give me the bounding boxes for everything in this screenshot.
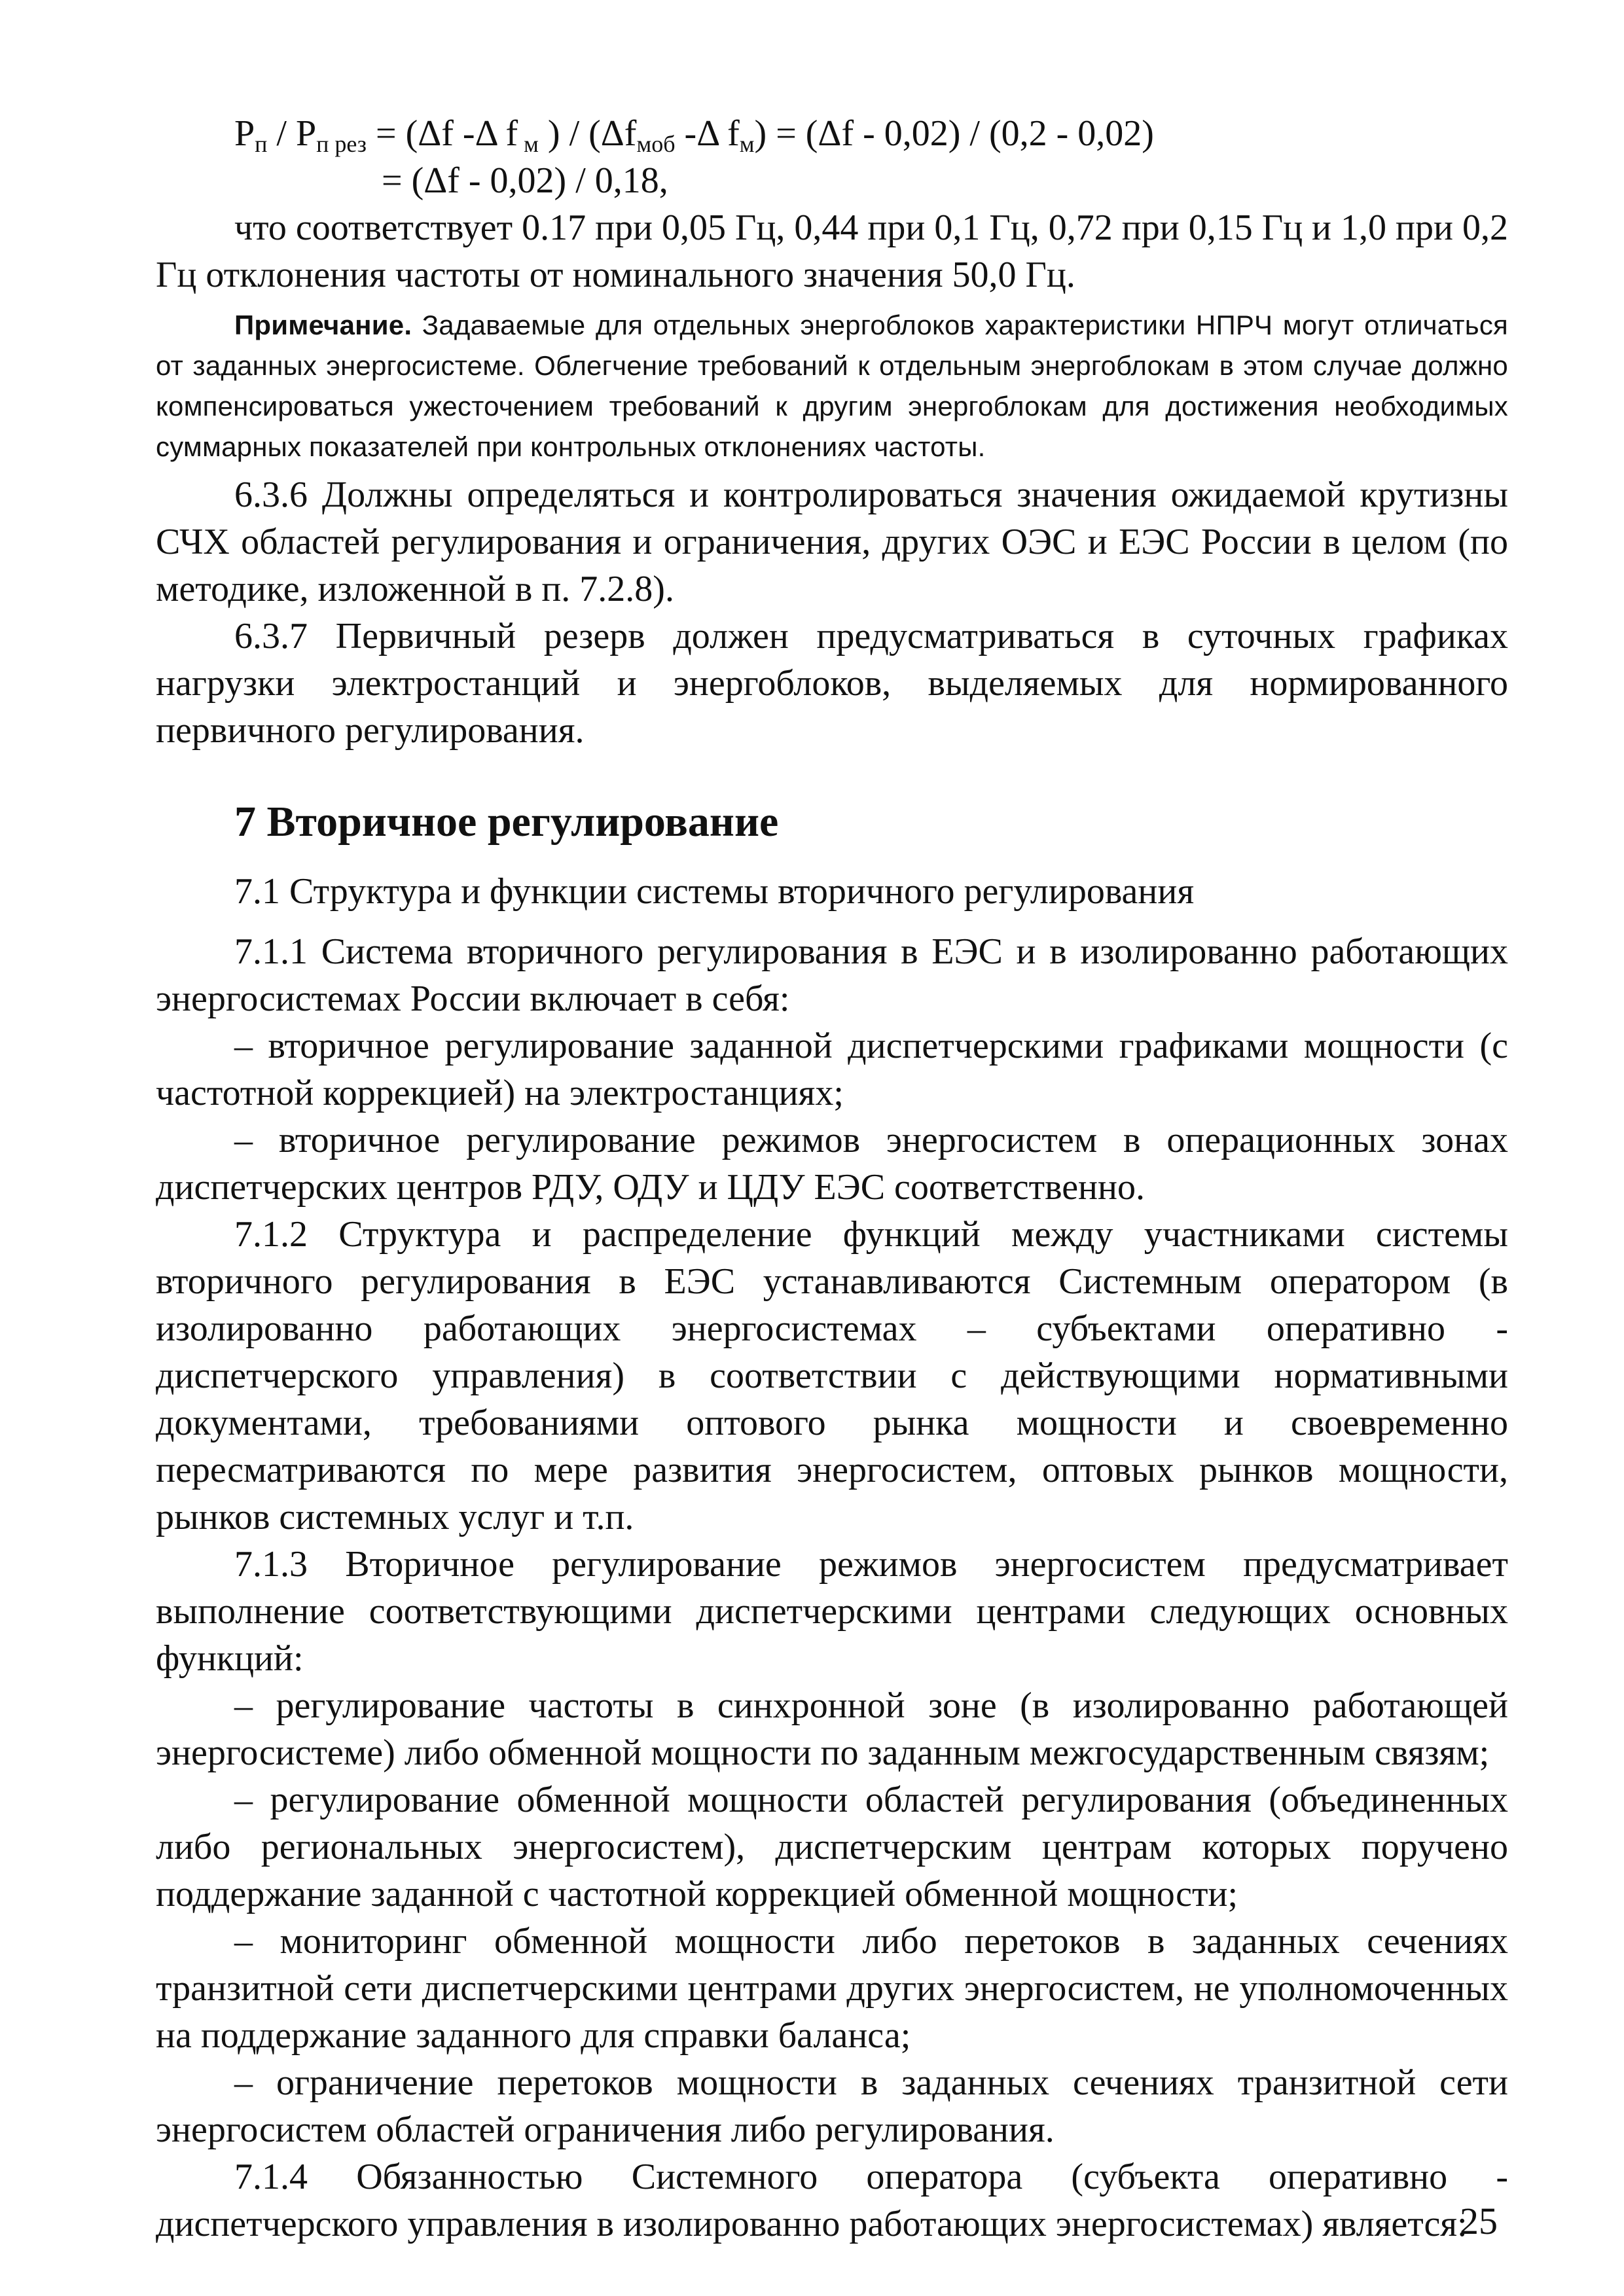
list-item: – регулирование частоты в синхронной зоне (в изолированно работающей энергосистеме) либо обменной мощности по заданным межгосударственным связям;	[156, 1685, 1508, 1773]
formula-subscript: п	[255, 131, 268, 157]
subsection-heading-7-1: 7.1 Структура и функции системы вторичного регулирования	[234, 871, 1195, 912]
paragraph-7-1-3: 7.1.3 Вторичное регулирование режимов энергосистем предусматривает выполнение соответствующими диспетчерскими центрами следующих основных функций:	[156, 1544, 1508, 1679]
formula-line-2: = (Δf - 0,02) / 0,18,	[382, 160, 668, 201]
section-heading-7: 7 Вторичное регулирование	[234, 798, 779, 846]
page-content	[156, 110, 1508, 2248]
formula-part: = (Δf -Δ f	[367, 113, 518, 154]
formula-part: ) / (Δf	[538, 113, 637, 154]
note-label: Примечание.	[234, 310, 412, 340]
formula-part: / P	[267, 113, 317, 154]
formula-subscript: моб	[636, 131, 676, 157]
formula-subscript: м	[739, 131, 755, 157]
paragraph-6-3-7: 6.3.7 Первичный резерв должен предусматриваться в суточных графиках нагрузки электростанций и энергоблоков, выделяемых для нормированного первичного регулирования.	[156, 616, 1508, 751]
list-item: – мониторинг обменной мощности либо перетоков в заданных сечениях транзитной сети диспетчерскими центрами других энергосистем, не уполномоченных на поддержание заданного для справки баланса;	[156, 1921, 1508, 2056]
note	[156, 305, 1508, 467]
list-item: – вторичное регулирование заданной диспетчерскими графиками мощности (с частотной коррекцией) на электростанциях;	[156, 1026, 1508, 1113]
paragraph-7-1-2: 7.1.2 Структура и распределение функций между участниками системы вторичного регулирования в ЕЭС устанавливаются Системным оператором (в изолированно работающих энергосистемах – субъектами оперативно - диспетчерского управления) в соответствии с действующими нормативными документами, требованиями оптового рынка мощности и своевременно пересматриваются по мере развития энергосистем, оптовых рынков мощности, рынков системных услуг и т.п.	[156, 1214, 1508, 1537]
paragraph-7-1-1: 7.1.1 Система вторичного регулирования в ЕЭС и в изолированно работающих энергосистемах России включает в себя:	[156, 931, 1508, 1019]
formula-line-1	[156, 110, 1508, 157]
list-item: – ограничение перетоков мощности в заданных сечениях транзитной сети энергосистем областей ограничения либо регулирования.	[156, 2062, 1508, 2150]
formula-part: ) = (Δf - 0,02) / (0,2 - 0,02)	[754, 113, 1154, 154]
formula-subscript: п рез	[316, 131, 367, 157]
paragraph-7-1-4: 7.1.4 Обязанностью Системного оператора (субъекта оперативно - диспетчерского управления в изолированно работающих энергосистемах) является:	[156, 2157, 1508, 2244]
page-number: 25	[1460, 2200, 1498, 2242]
formula-part: -Δ f	[675, 113, 740, 154]
formula-subscript: м	[518, 131, 539, 157]
formula-part: P	[234, 113, 255, 154]
note-text: Задаваемые для отдельных энергоблоков характеристики НПРЧ могут отличаться от заданных энергосистеме. Облегчение требований к отдельным энергоблокам в этом случае должно компенсироваться ужесточением требований к другим энергоблокам для достижения необходимых суммарных показателей при контрольных отклонениях частоты.	[156, 310, 1508, 462]
list-item: – регулирование обменной мощности областей регулирования (объединенных либо региональных энергосистем), диспетчерским центрам которых поручено поддержание заданной с частотной коррекцией обменной мощности;	[156, 1780, 1508, 1914]
paragraph-6-3-6: 6.3.6 Должны определяться и контролироваться значения ожидаемой крутизны СЧХ областей регулирования и ограничения, других ОЭС и ЕЭС России в целом (по методике, изложенной в п. 7.2.8).	[156, 475, 1508, 609]
paragraph-corresponds: что соответствует 0.17 при 0,05 Гц, 0,44 при 0,1 Гц, 0,72 при 0,15 Гц и 1,0 при 0,2 Гц отклонения частоты от номинального значения 50,0 Гц.	[156, 207, 1508, 295]
list-item: – вторичное регулирование режимов энергосистем в операционных зонах диспетчерских центров РДУ, ОДУ и ЦДУ ЕЭС соответственно.	[156, 1120, 1508, 1208]
